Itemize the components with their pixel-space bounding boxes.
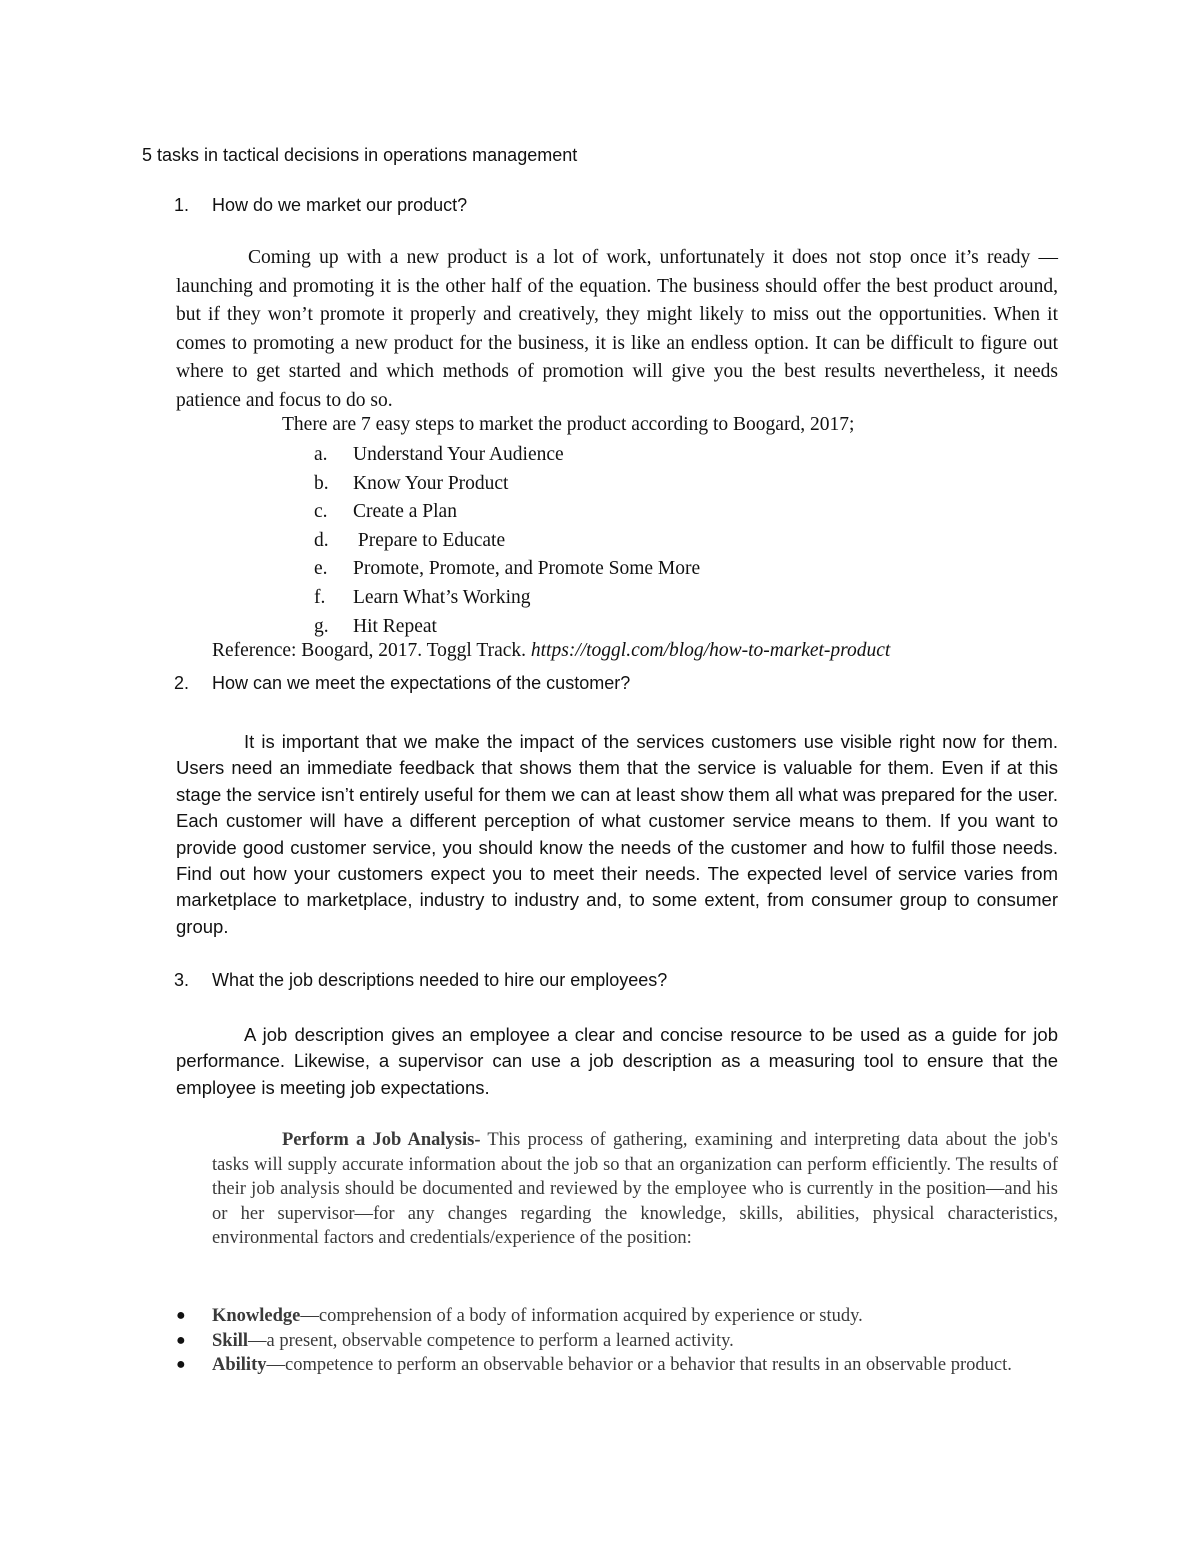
reference-line xyxy=(212,640,890,662)
list-item xyxy=(314,613,1014,642)
bullet-icon: ● xyxy=(176,1356,186,1374)
job-analysis-text: This process of gathering, examining and interpreting data about the job's tasks will supply accurate information about the job so that an organization can perform efficiently. The results of their job analysis should be documented and reviewed by the employee who is currently in the position—and his or her supervisor—for any changes regarding the knowledge, skills, abilities, physical characteristics, environmental factors and credentials/experience of the position: xyxy=(212,1130,1058,1249)
question-2-heading xyxy=(0,673,1200,699)
question-1-answer: Coming up with a new product is a lot of work, unfortunately it does not stop once it’s ready —launching and promoting it is the other half of the equation. The business should offer the best product around, but if they won’t promote it properly and creatively, they might likely to miss out the opportunities. When it comes to promoting a new product for the business, it is like an endless option. It can be difficult to figure out where to get started and which methods of promotion will give you the best results nevertheless, it needs patience and focus to do so. xyxy=(176,247,1058,411)
job-analysis-heading: Perform a Job Analysis- xyxy=(282,1130,481,1150)
list-item xyxy=(176,1304,1058,1329)
question-3-text: What the job descriptions needed to hire our employees? xyxy=(212,970,668,990)
step-letter: f. xyxy=(314,586,326,608)
list-item xyxy=(314,470,1014,499)
step-letter: c. xyxy=(314,501,328,523)
job-analysis-paragraph xyxy=(212,1128,1058,1251)
bullet-definition: —a present, observable competence to perform a learned activity. xyxy=(248,1330,734,1351)
step-text: Prepare to Educate xyxy=(353,529,506,551)
bullet-term: Skill xyxy=(212,1330,248,1351)
list-item xyxy=(314,498,1014,527)
list-item xyxy=(314,584,1014,613)
list-item xyxy=(176,1353,1058,1378)
bullet-definition: —comprehension of a body of information acquired by experience or study. xyxy=(300,1306,863,1326)
ksa-bullet-list xyxy=(176,1304,1058,1378)
reference-text: Reference: Boogard, 2017. Toggl Track. xyxy=(212,640,531,661)
steps-list xyxy=(314,441,1014,641)
step-letter: e. xyxy=(314,558,328,580)
question-2-number: 2. xyxy=(174,673,190,693)
list-item xyxy=(314,555,1014,584)
bullet-icon: ● xyxy=(176,1307,186,1324)
question-3-number: 3. xyxy=(174,970,190,990)
step-letter: g. xyxy=(314,615,329,637)
step-text: Create a Plan xyxy=(353,501,457,523)
bullet-term: Knowledge xyxy=(212,1306,301,1326)
list-item xyxy=(314,441,1014,470)
step-text: Know Your Product xyxy=(353,472,509,494)
step-text: Learn What’s Working xyxy=(353,586,531,608)
question-3-heading xyxy=(0,970,1200,996)
list-item xyxy=(176,1329,1058,1354)
question-1-heading xyxy=(0,195,1200,221)
bullet-definition: —competence to perform an observable behavior or a behavior that results in an observable product. xyxy=(266,1355,1012,1376)
bullet-term: Ability xyxy=(212,1355,267,1376)
step-text: Hit Repeat xyxy=(353,615,437,637)
bullet-icon: ● xyxy=(176,1331,186,1349)
step-letter: d. xyxy=(314,529,329,551)
step-letter: a. xyxy=(314,444,328,465)
step-letter: b. xyxy=(314,472,329,494)
document-title: 5 tasks in tactical decisions in operations management xyxy=(142,145,578,165)
question-1-number: 1. xyxy=(174,195,190,215)
list-item xyxy=(314,527,1014,556)
step-text: Understand Your Audience xyxy=(353,444,564,465)
step-text: Promote, Promote, and Promote Some More xyxy=(353,558,701,580)
question-2-text: How can we meet the expectations of the customer? xyxy=(212,673,631,693)
steps-intro: There are 7 easy steps to market the product according to Boogard, 2017; xyxy=(282,414,855,435)
question-2-answer: It is important that we make the impact of the services customers use visible right now for them. Users need an immediate feedback that shows them that the service is valuable for them. Even if at this stage the service isn’t entirely useful for them we can at least show them all what was prepared for the user. Each customer will have a different perception of what customer service means to them. If you want to provide good customer service, you should know the needs of the customer and how to fulfil those needs. Find out how your customers expect you to meet their needs. The expected level of service varies from marketplace to marketplace, industry to industry and, to some extent, from consumer group to consumer group. xyxy=(176,731,1058,937)
reference-link[interactable]: https://toggl.com/blog/how-to-market-product xyxy=(530,640,891,661)
question-3-answer: A job description gives an employee a clear and concise resource to be used as a guide for job performance. Likewise, a supervisor can use a job description as a measuring tool to ensure that the employee is meeting job expectations. xyxy=(176,1024,1058,1098)
question-1-text: How do we market our product? xyxy=(212,195,468,215)
